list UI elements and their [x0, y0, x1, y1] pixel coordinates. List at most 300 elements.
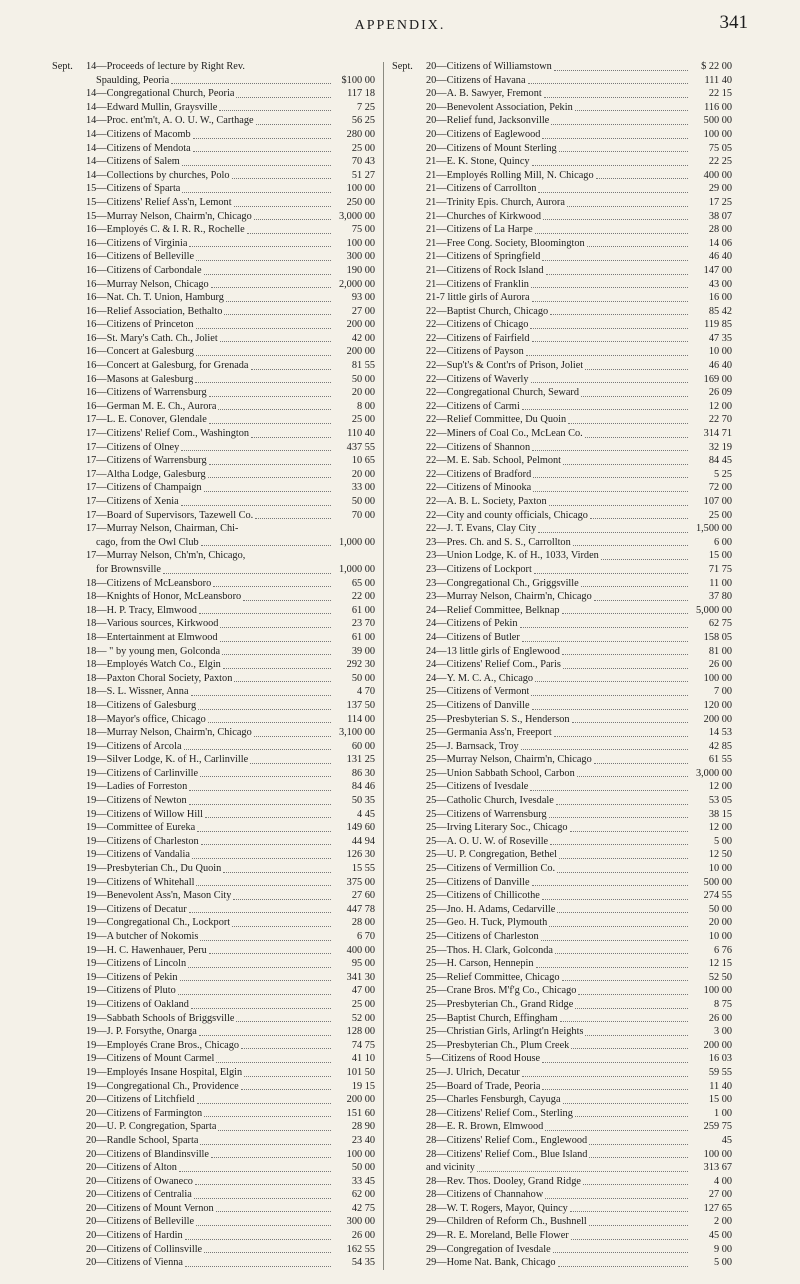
leader-dots: [197, 831, 331, 832]
entry-label: 25—Charles Fensburgh, Cayuga: [426, 1094, 561, 1106]
entry-amount: 50 00: [351, 1162, 375, 1174]
entry-amount: 14 53: [708, 727, 732, 739]
leader-dots: [199, 1035, 331, 1036]
leader-dots: [189, 912, 331, 913]
ledger-entry: [52, 1215, 375, 1229]
entry-label: 25—H. Carson, Hennepin: [426, 958, 534, 970]
leader-dots: [211, 1157, 331, 1158]
entry-label: 25—J. Ulrich, Decatur: [426, 1066, 520, 1078]
ledger-entry: [52, 658, 375, 672]
ledger-entry: [52, 359, 375, 373]
entry-amount: 23 40: [351, 1134, 375, 1146]
entry-amount: 100 00: [703, 672, 732, 684]
entry-amount: 25 00: [351, 414, 375, 426]
leader-dots: [585, 369, 688, 370]
entry-label: 22—Miners of Coal Co., McLean Co.: [426, 428, 583, 440]
entry-label: 22—Congregational Church, Seward: [426, 387, 579, 399]
leader-dots: [208, 722, 331, 723]
leader-dots: [522, 641, 688, 642]
entry-label: 25—Catholic Church, Ivesdale: [426, 795, 554, 807]
leader-dots: [189, 246, 331, 247]
ledger-entry: [52, 1120, 375, 1134]
entry-label: 22—Citizens of Fairfield: [426, 332, 530, 344]
entry-amount: 313 67: [703, 1162, 732, 1174]
ledger-entry: [392, 984, 732, 998]
leader-dots: [243, 600, 331, 601]
entry-amount: 81 55: [351, 360, 375, 372]
entry-label: 25—Relief Committee, Chicago: [426, 971, 560, 983]
entry-amount: 50 00: [708, 903, 732, 915]
ledger-entry: [52, 1052, 375, 1066]
ledger-entry: [52, 481, 375, 495]
ledger-entry: [392, 264, 732, 278]
entry-amount: 10 00: [708, 863, 732, 875]
entry-amount: 375 00: [346, 876, 375, 888]
ledger-entry: [392, 944, 732, 958]
entry-label: 14—Collections by churches, Polo: [86, 169, 230, 181]
leader-dots: [559, 151, 688, 152]
ledger-entry: [392, 196, 732, 210]
leader-dots: [477, 1171, 688, 1172]
entry-amount: 4 00: [713, 1175, 732, 1187]
leader-dots: [191, 695, 331, 696]
entry-label: 21-7 little girls of Aurora: [426, 292, 530, 304]
ledger-entry: [52, 427, 375, 441]
entry-amount: 3,000 00: [695, 767, 732, 779]
entry-label: 23—Union Lodge, K. of H., 1033, Virden: [426, 550, 599, 562]
ledger-entry: [392, 155, 732, 169]
ledger-entry: [52, 373, 375, 387]
ledger-entry: [392, 1066, 732, 1080]
entry-label: 20—Citizens of Vienna: [86, 1257, 183, 1269]
entry-amount: 341 30: [346, 971, 375, 983]
entry-label: 19—H. C. Hawenhauer, Peru: [86, 944, 207, 956]
leader-dots: [171, 83, 331, 84]
entry-label: 22—Baptist Church, Chicago: [426, 305, 549, 317]
entry-amount: 126 30: [346, 849, 375, 861]
leader-dots: [218, 1130, 331, 1131]
leader-dots: [181, 505, 331, 506]
entry-amount: 300 00: [346, 1216, 375, 1228]
leader-dots: [542, 138, 688, 139]
entry-amount: 17 25: [708, 196, 732, 208]
ledger-entry: [392, 278, 732, 292]
entry-amount: 15 00: [708, 550, 732, 562]
entry-amount: 25 00: [351, 998, 375, 1010]
entry-amount: 162 55: [346, 1243, 375, 1255]
entry-label: 16—Concert at Galesburg: [86, 346, 194, 358]
entry-label: 15—Citizens of Sparta: [86, 183, 181, 195]
entry-label: 25—Christian Girls, Arlingt'n Heights: [426, 1026, 584, 1038]
entry-amount: 62 00: [351, 1189, 375, 1201]
ledger-entry: [392, 495, 732, 509]
entry-label: 18—Knights of Honor, McLeansboro: [86, 591, 242, 603]
leader-dots: [594, 763, 688, 764]
entry-label: 18—Various sources, Kirkwood: [86, 618, 219, 630]
entry-label: 29—Congregation of Ivesdale: [426, 1243, 551, 1255]
ledger-entry: [52, 1188, 375, 1202]
entry-label: 21—Free Cong. Society, Bloomington: [426, 237, 585, 249]
ledger-entry: [52, 264, 375, 278]
entry-amount: 39 00: [351, 645, 375, 657]
entry-amount: 119 85: [704, 319, 732, 331]
ledger-entry: [52, 101, 375, 115]
leader-dots: [195, 382, 331, 383]
entry-amount: 86 30: [351, 767, 375, 779]
leader-dots: [550, 844, 688, 845]
leader-dots: [208, 477, 331, 478]
entry-label: 25—Presbyterian Ch., Grand Ridge: [426, 998, 574, 1010]
leader-dots: [179, 1171, 331, 1172]
entry-amount: 43 00: [708, 278, 732, 290]
entry-label: 19—Employés Insane Hospital, Elgin: [86, 1066, 243, 1078]
leader-dots: [570, 1211, 688, 1212]
entry-label: 19—Citizens of Pluto: [86, 985, 176, 997]
entry-label: 24—Citizens' Relief Com., Paris: [426, 659, 561, 671]
ledger-entry: [52, 862, 375, 876]
leader-dots: [542, 899, 688, 900]
entry-amount: 190 00: [346, 264, 375, 276]
ledger-entry: [392, 400, 732, 414]
entry-label: 15—Citizens' Relief Ass'n, Lemont: [86, 196, 232, 208]
ledger-entry: [52, 1243, 375, 1257]
leader-dots: [538, 532, 688, 533]
entry-amount: 400 00: [346, 944, 375, 956]
entry-amount: 52 50: [708, 971, 732, 983]
ledger-entry: [392, 359, 732, 373]
leader-dots: [578, 994, 688, 995]
leader-dots: [585, 437, 688, 438]
entry-amount: 72 00: [708, 482, 732, 494]
entry-amount: 26 00: [708, 659, 732, 671]
entry-amount: 50 35: [351, 795, 375, 807]
leader-dots: [562, 654, 688, 655]
ledger-entry: [392, 74, 732, 88]
ledger-entry: [392, 250, 732, 264]
entry-label: 20—Benevolent Association, Pekin: [426, 101, 573, 113]
entry-label: 16—Masons at Galesburg: [86, 373, 194, 385]
ledger-entry: [392, 536, 732, 550]
entry-amount: 42 00: [351, 332, 375, 344]
entry-label: 5—Citizens of Rood House: [426, 1053, 541, 1065]
ledger-entry: [392, 998, 732, 1012]
entry-amount: 53 05: [708, 795, 732, 807]
entry-label: 28—Citizens' Relief Com., Englewood: [426, 1134, 588, 1146]
leader-dots: [254, 736, 331, 737]
ledger-entry: [392, 182, 732, 196]
leader-dots: [241, 1089, 331, 1090]
leader-dots: [193, 151, 331, 152]
entry-amount: 100 00: [703, 1148, 732, 1160]
entry-label: 25—Citizens of Danville: [426, 699, 530, 711]
ledger-entry: [52, 617, 375, 631]
leader-dots: [234, 681, 331, 682]
entry-label: 25—Germania Ass'n, Freeport: [426, 727, 552, 739]
entry-label: 25—Crane Bros. M'f'g Co., Chicago: [426, 985, 577, 997]
ledger-entry: [392, 223, 732, 237]
ledger-entry: [392, 848, 732, 862]
entry-amount: 33 00: [351, 482, 375, 494]
leader-dots: [557, 912, 688, 913]
leader-dots: [182, 165, 331, 166]
ledger-entry: [392, 1243, 732, 1257]
entry-label: 25—Geo. H. Tuck, Plymouth: [426, 917, 548, 929]
ledger-entry: [52, 60, 375, 74]
ledger-entry: [392, 291, 732, 305]
entry-label: 21—Employés Rolling Mill, N. Chicago: [426, 169, 594, 181]
entry-amount: 70 00: [351, 509, 375, 521]
entry-label: 22—A. B. L. Society, Paxton: [426, 496, 547, 507]
leader-dots: [542, 1089, 688, 1090]
ledger-entry: [52, 740, 375, 754]
entry-label: 25—Jno. H. Adams, Cedarville: [426, 903, 556, 915]
leader-dots: [575, 110, 688, 111]
entry-amount: 259 75: [703, 1121, 732, 1133]
leader-dots: [250, 763, 331, 764]
leader-dots: [521, 749, 688, 750]
leader-dots: [589, 1225, 688, 1226]
entry-label: 24—Citizens of Pekin: [426, 618, 518, 630]
entry-amount: 169 00: [703, 373, 732, 385]
entry-label: 16—Citizens of Princeton: [86, 319, 194, 331]
leader-dots: [216, 1062, 331, 1063]
ledger-entry: [52, 386, 375, 400]
leader-dots: [196, 260, 331, 261]
leader-dots: [247, 233, 331, 234]
leader-dots: [216, 1211, 331, 1212]
entry-label: 16—Relief Association, Bethalto: [86, 305, 223, 317]
leader-dots: [182, 192, 331, 193]
entry-amount: 62 75: [708, 618, 732, 630]
ledger-entry: [392, 713, 732, 727]
entry-label: 14—Citizens of Salem: [86, 156, 180, 168]
entry-amount: 151 60: [346, 1107, 375, 1119]
leader-dots: [254, 219, 331, 220]
entry-amount: 20 00: [351, 387, 375, 399]
ledger-entry: [52, 1093, 375, 1107]
ledger-entry: [52, 1134, 375, 1148]
leader-dots: [577, 776, 688, 777]
entry-label: 20—Citizens of Centralia: [86, 1189, 192, 1201]
entry-label: 23—Murray Nelson, Chairm'n, Chicago: [426, 591, 592, 603]
leader-dots: [562, 980, 688, 981]
ledger-entry: [52, 916, 375, 930]
ledger-entry: [392, 169, 732, 183]
leader-dots: [185, 1239, 331, 1240]
entry-amount: 12 00: [708, 822, 732, 834]
ledger-entry: [52, 182, 375, 196]
leader-dots: [550, 314, 688, 315]
entry-label: 19—Citizens of Newton: [86, 795, 187, 807]
entry-amount: 12 50: [708, 849, 732, 861]
entry-amount: 26 00: [708, 1012, 732, 1024]
ledger-entry: [52, 726, 375, 740]
entry-label: 19—Sabbath Schools of Briggsville: [86, 1012, 235, 1024]
entry-label: 14—Proceeds of lecture by Right Rev.: [86, 61, 245, 72]
leader-dots: [532, 450, 688, 451]
leader-dots: [531, 382, 688, 383]
leader-dots: [251, 369, 331, 370]
entry-amount: 61 00: [351, 604, 375, 616]
entry-amount: 22 00: [351, 591, 375, 603]
entry-amount: 61 00: [351, 631, 375, 643]
entry-amount: 52 00: [351, 1012, 375, 1024]
ledger-entry: [52, 835, 375, 849]
ledger-entry: [392, 780, 732, 794]
entry-label: 19—Silver Lodge, K. of H., Carlinville: [86, 754, 249, 766]
leader-dots: [223, 668, 331, 669]
leader-dots: [222, 654, 331, 655]
entry-label: 19—Benevolent Ass'n, Mason City: [86, 890, 232, 902]
entry-amount: 54 35: [351, 1257, 375, 1269]
leader-dots: [568, 423, 688, 424]
ledger-entry: [392, 522, 732, 536]
entry-label: 22—Citizens of Carmi: [426, 400, 520, 412]
leader-dots: [200, 1144, 331, 1145]
entry-amount: 110 40: [347, 428, 375, 440]
leader-dots: [563, 668, 688, 669]
entry-amount: 45 00: [708, 1230, 732, 1242]
entry-label: 25—Irving Literary Soc., Chicago: [426, 822, 568, 834]
leader-dots: [220, 341, 331, 342]
entry-amount: 23 70: [351, 618, 375, 630]
ledger-entry: [392, 142, 732, 156]
leader-dots: [544, 97, 688, 98]
leader-dots: [581, 396, 688, 397]
entry-amount: 10 00: [708, 931, 732, 942]
entry-amount: 5 00: [713, 1257, 732, 1269]
entry-label: 24—Y. M. C. A., Chicago: [426, 672, 534, 684]
entry-label: 25—Thos. H. Clark, Golconda: [426, 944, 553, 956]
entry-label: 16—St. Mary's Cath. Ch., Joliet: [86, 332, 218, 344]
ledger-entry: [52, 1039, 375, 1053]
ledger-entry: [392, 1012, 732, 1026]
entry-label: 18—Citizens of Galesburg: [86, 699, 197, 711]
ledger-entry: [52, 780, 375, 794]
leader-dots: [572, 722, 688, 723]
entry-amount: 9 00: [713, 1243, 732, 1255]
ledger-entry: [52, 699, 375, 713]
leader-dots: [559, 858, 688, 859]
leader-dots: [554, 736, 688, 737]
leader-dots: [563, 1103, 688, 1104]
leader-dots: [192, 858, 331, 859]
leader-dots: [581, 586, 688, 587]
entry-amount: 56 25: [351, 115, 375, 127]
entry-label: 20—Citizens of Alton: [86, 1162, 177, 1174]
entry-amount: 71 75: [708, 563, 732, 575]
leader-dots: [196, 355, 331, 356]
leader-dots: [224, 314, 331, 315]
entry-amount: 400 00: [703, 169, 732, 181]
entry-label: 20—Citizens of Eaglewood: [426, 128, 541, 140]
entry-label: 20—Citizens of Mount Sterling: [426, 142, 557, 154]
ledger-entry: [392, 87, 732, 101]
entry-label: 14—Citizens of Mendota: [86, 142, 191, 154]
entry-amount: 61 55: [708, 754, 732, 766]
entry-amount: 22 70: [708, 414, 732, 426]
entry-label: 16—Citizens of Warrensburg: [86, 387, 207, 399]
leader-dots: [589, 1144, 688, 1145]
ledger-entry: [392, 427, 732, 441]
leader-dots: [571, 1239, 688, 1240]
ledger-entry: [392, 237, 732, 251]
leader-dots: [543, 219, 688, 220]
entry-amount: 50 00: [351, 373, 375, 385]
entry-amount: 100 00: [703, 985, 732, 997]
ledger-entry: [52, 1066, 375, 1080]
ledger-entry: [52, 87, 375, 101]
column-divider: [383, 62, 384, 1270]
entry-label: 19—Citizens of Lincoln: [86, 958, 187, 970]
entry-label: 21—Citizens of Rock Island: [426, 264, 544, 276]
ledger-entry: [52, 971, 375, 985]
entry-amount: 12 00: [708, 400, 732, 412]
ledger-entry: [392, 658, 732, 672]
entry-amount: 32 19: [708, 441, 732, 453]
leader-dots: [184, 749, 331, 750]
ledger-entry: [392, 604, 732, 618]
entry-label: 21—Citizens of Springfield: [426, 251, 541, 263]
leader-dots: [163, 573, 331, 574]
entry-amount: 100 00: [346, 237, 375, 249]
entry-label: 21—E. K. Stone, Quincy: [426, 156, 530, 168]
entry-amount: 6 76: [713, 944, 732, 956]
ledger-entry: [392, 1039, 732, 1053]
ledger-entry: [52, 563, 375, 577]
entry-label: 19—Citizens of Carlinville: [86, 767, 199, 779]
entry-label: 18—Employés Watch Co., Elgin: [86, 659, 221, 671]
leader-dots: [560, 1021, 688, 1022]
leader-dots: [549, 817, 688, 818]
ledger-entry: [52, 291, 375, 305]
entry-label: 16—Citizens of Belleville: [86, 251, 195, 263]
entry-amount: 2 00: [713, 1216, 732, 1228]
entry-label: 22—Citizens of Waverly: [426, 373, 529, 385]
leader-dots: [545, 1198, 688, 1199]
ledger-entry: [52, 808, 375, 822]
ledger-entry: [52, 210, 375, 224]
entry-amount: 131 25: [346, 754, 375, 766]
entry-amount: 3,000 00: [338, 210, 375, 222]
entry-amount: 200 00: [346, 1094, 375, 1106]
month-label: Sept.: [392, 61, 413, 72]
entry-amount: 111 40: [704, 74, 732, 86]
leader-dots: [541, 940, 688, 941]
leader-dots: [520, 627, 688, 628]
leader-dots: [538, 192, 688, 193]
entry-label: 19—Citizens of Oakland: [86, 998, 189, 1010]
entry-label: and vicinity: [426, 1162, 475, 1174]
ledger-entry: [392, 889, 732, 903]
ledger-entry: [52, 1229, 375, 1243]
ledger-entry: [52, 400, 375, 414]
ledger-entry: [52, 631, 375, 645]
entry-amount: 147 00: [703, 264, 732, 276]
entry-amount: 59 55: [708, 1066, 732, 1078]
entry-amount: 25 00: [708, 509, 732, 521]
entry-amount: 70 43: [351, 156, 375, 168]
entry-label: 25—Citizens of Vermont: [426, 686, 530, 698]
entry-label: 21—Citizens of Carrollton: [426, 183, 537, 195]
ledger-entry: [392, 386, 732, 400]
entry-amount: 84 45: [708, 455, 732, 467]
entry-amount: 27 00: [351, 305, 375, 317]
entry-label: 23—Pres. Ch. and S. S., Carrollton: [426, 536, 571, 548]
ledger-entry: [52, 998, 375, 1012]
entry-label: 22—Citizens of Bradford: [426, 468, 532, 480]
leader-dots: [195, 1184, 331, 1185]
